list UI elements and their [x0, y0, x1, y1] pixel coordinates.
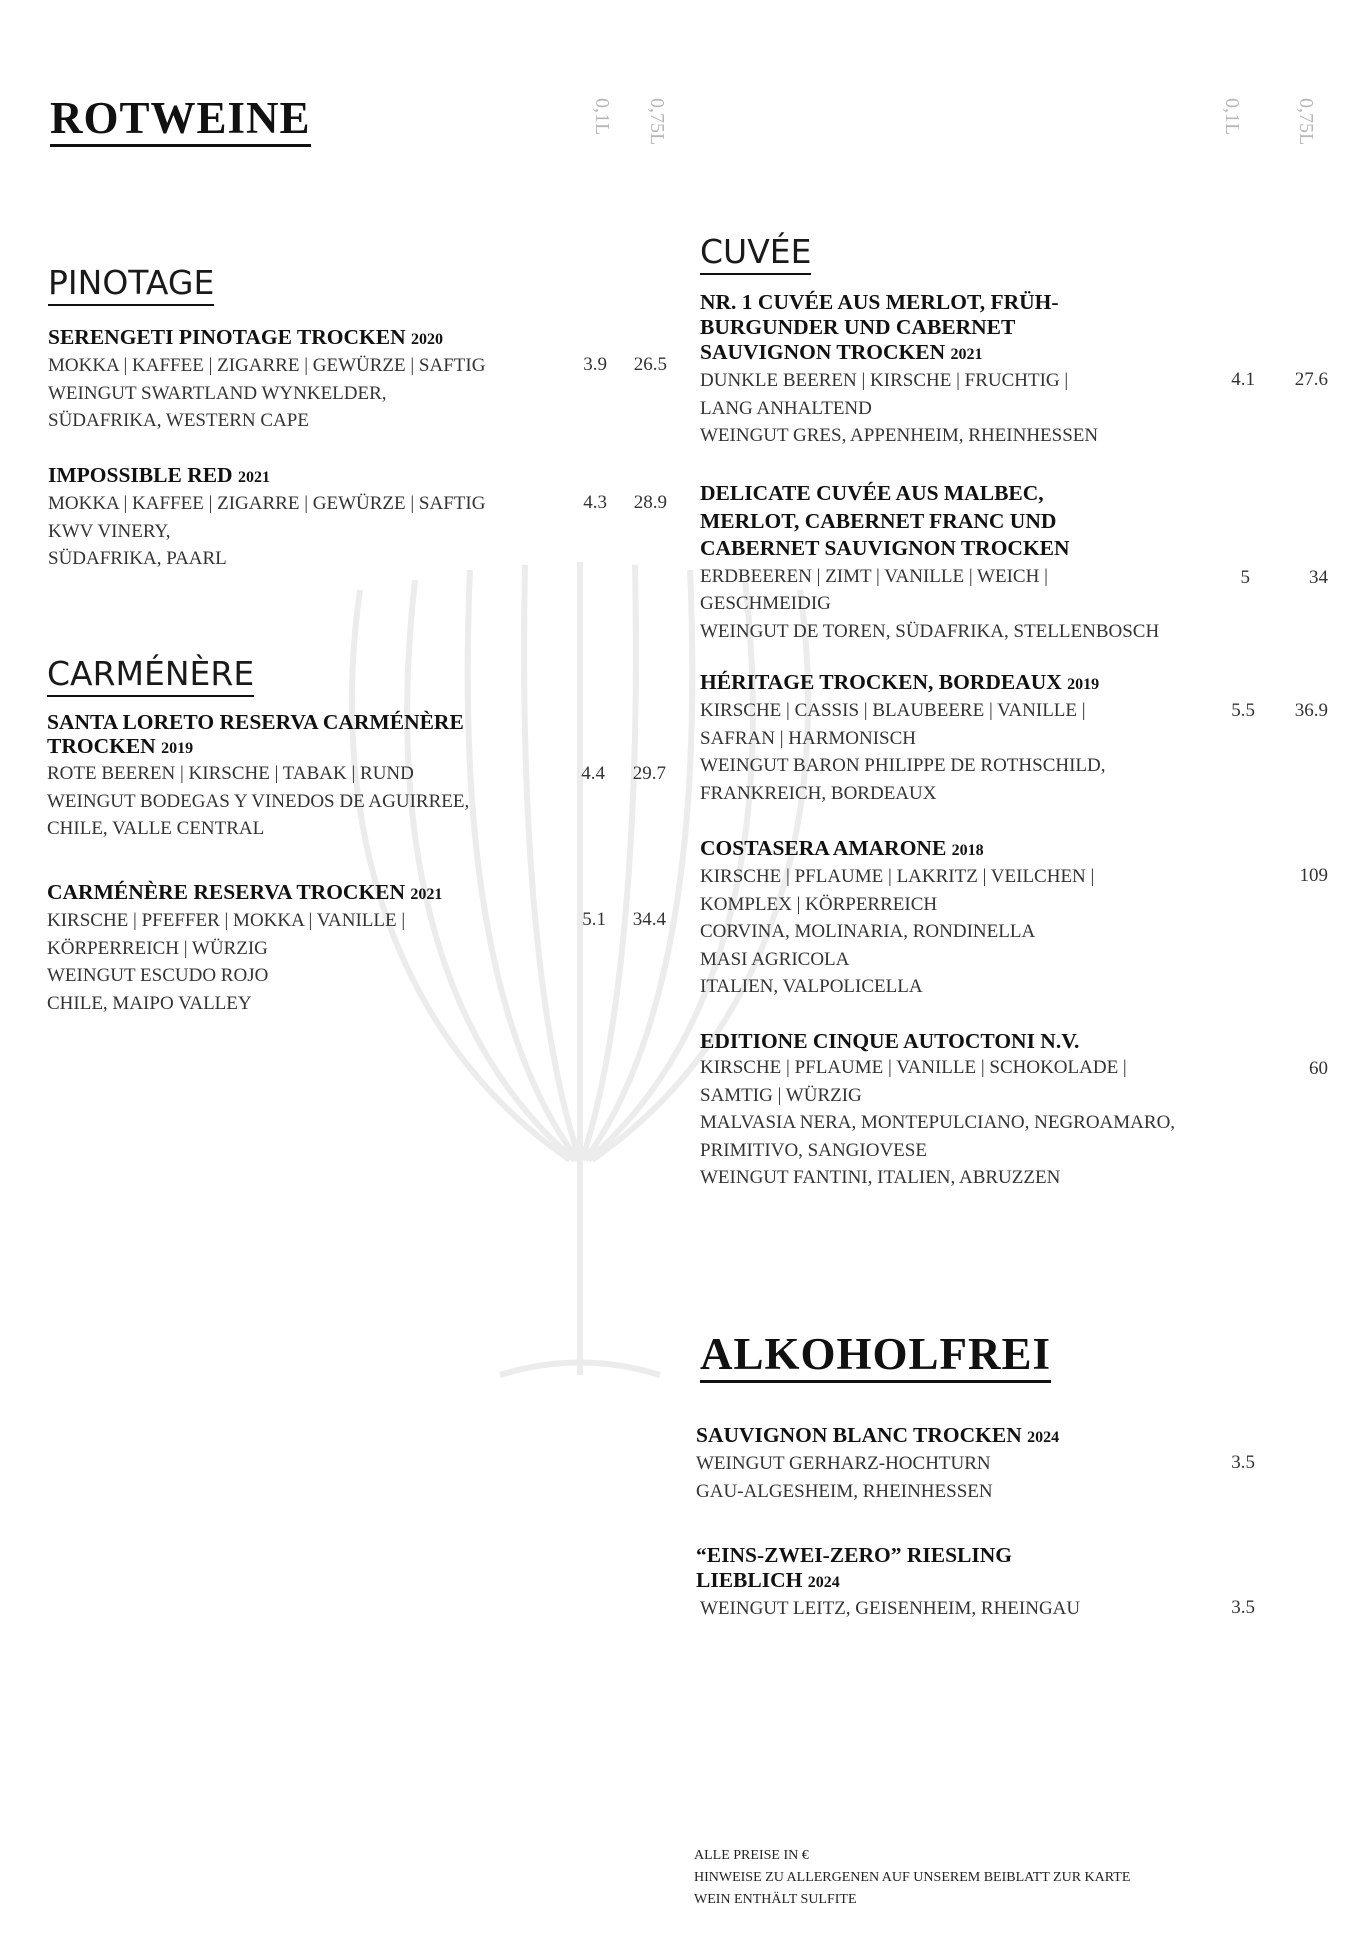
wine-item	[47, 880, 567, 1017]
price-small: 5.5	[1231, 700, 1255, 721]
wine-name: SAUVIGNON BLANC TROCKEN 2024	[696, 1423, 1060, 1447]
price-small: 4.4	[581, 763, 605, 784]
price-large: 28.9	[633, 492, 667, 513]
wine-producer: WEINGUT LEITZ, GEISENHEIM, RHEINGAU	[700, 1598, 1081, 1619]
wine-name: SERENGETI PINOTAGE TROCKEN 2020	[48, 325, 443, 349]
wine-name: CARMÉNÈRE RESERVA TROCKEN 2021	[47, 880, 443, 904]
wine-item	[700, 670, 1220, 807]
wine-item	[700, 290, 1140, 450]
wine-item	[48, 325, 568, 435]
wine-tasting-notes: KIRSCHE | PFLAUME | LAKRITZ | VEILCHEN |	[700, 866, 1095, 887]
wine-name: DELICATE CUVÉE AUS MALBEC, MERLOT, CABERNET FRANC UND CABERNET SAUVIGNON TROCKEN	[700, 481, 1070, 560]
wine-producer: WEINGUT FANTINI, ITALIEN, ABRUZZEN	[700, 1167, 1061, 1188]
price-large: 109	[1299, 865, 1328, 886]
wine-tasting-notes: DUNKLE BEEREN | KIRSCHE | FRUCHTIG |	[700, 370, 1069, 391]
wine-tasting-notes: MOKKA | KAFFEE | ZIGARRE | GEWÜRZE | SAFTIG	[48, 355, 486, 376]
wine-tasting-notes: KIRSCHE | PFLAUME | VANILLE | SCHOKOLADE |	[700, 1057, 1127, 1078]
price-small: 3.5	[1231, 1452, 1255, 1473]
wine-grapes: CORVINA, MOLINARIA, RONDINELLA	[700, 921, 1036, 942]
wine-name: EDITIONE CINQUE AUTOCTONI N.V.	[700, 1029, 1080, 1053]
wine-producer: KWV VINERY,	[48, 520, 171, 542]
wine-tasting-notes: KIRSCHE | CASSIS | BLAUBEERE | VANILLE |	[700, 700, 1086, 721]
wine-origin: FRANKREICH, BORDEAUX	[700, 782, 937, 804]
page-title-alkoholfrei: ALKOHOLFREI	[700, 1332, 1051, 1383]
section-title-cuvee: CUVÉE	[700, 235, 811, 275]
wine-year: 2018	[951, 842, 984, 859]
price-large: 34	[1309, 567, 1328, 588]
page-title-rotweine: ROTWEINE	[50, 96, 311, 147]
wine-item	[700, 1029, 1260, 1192]
section-title-pinotage: PINOTAGE	[48, 266, 214, 306]
wine-tasting-notes: ROTE BEEREN | KIRSCHE | TABAK | RUND	[47, 763, 414, 784]
wine-year: 2019	[161, 739, 194, 757]
wine-year: 2021	[410, 886, 443, 903]
wine-tasting-notes: KÖRPERREICH | WÜRZIG	[47, 937, 268, 959]
wine-tasting-notes: MOKKA | KAFFEE | ZIGARRE | GEWÜRZE | SAFTIG	[48, 493, 486, 514]
wine-item	[700, 480, 1160, 645]
wine-origin: CHILE, MAIPO VALLEY	[47, 992, 252, 1014]
wine-tasting-notes: SAMTIG | WÜRZIG	[700, 1084, 862, 1106]
wine-producer: WEINGUT GERHARZ-HOCHTURN	[696, 1453, 991, 1474]
footer-sulfite-note: WEIN ENTHÄLT SULFITE	[694, 1892, 857, 1907]
wine-origin: CHILE, VALLE CENTRAL	[47, 818, 265, 839]
wine-origin: ITALIEN, VALPOLICELLA	[700, 976, 923, 997]
wine-tasting-notes: LANG ANHALTEND	[700, 397, 872, 419]
wine-name: SANTA LORETO RESERVA CARMÉNÈRE TROCKEN 2019	[47, 710, 464, 758]
section-title-carmenere: CARMÉNÈRE	[47, 657, 254, 697]
wine-grapes: MALVASIA NERA, MONTEPULCIANO, NEGROAMARO,	[700, 1112, 1176, 1133]
wine-tasting-notes: SAFRAN | HARMONISCH	[700, 727, 917, 749]
wine-item	[696, 1543, 1096, 1623]
wine-name: COSTASERA AMARONE 2018	[700, 836, 984, 860]
wine-year: 2020	[411, 331, 443, 348]
wine-name: NR. 1 CUVÉE AUS MERLOT, FRÜH-BURGUNDER UND CABERNET SAUVIGNON TROCKEN 2021	[700, 290, 1059, 364]
wine-name: “EINS-ZWEI-ZERO” RIESLING LIEBLICH 2024	[696, 1543, 1013, 1592]
wine-name: HÉRITAGE TROCKEN, BORDEAUX 2019	[700, 670, 1100, 694]
wine-grapes: PRIMITIVO, SANGIOVESE	[700, 1139, 927, 1161]
price-large: 26.5	[633, 354, 667, 375]
wine-origin: GAU-ALGESHEIM, RHEINHESSEN	[696, 1480, 993, 1502]
wine-tasting-notes: KIRSCHE | PFEFFER | MOKKA | VANILLE |	[47, 910, 406, 931]
price-large: 60	[1309, 1058, 1328, 1079]
wine-year: 2021	[237, 469, 270, 486]
price-large: 34.4	[632, 909, 666, 930]
price-small: 4.1	[1231, 369, 1255, 390]
wine-origin: SÜDAFRIKA, PAARL	[48, 548, 227, 569]
wine-producer: WEINGUT BARON PHILIPPE DE ROTHSCHILD,	[700, 755, 1106, 776]
price-small: 5.1	[582, 909, 606, 930]
footer-currency-note: ALLE PREISE IN €	[694, 1848, 809, 1863]
volume-header-small-right: 0,1L	[1221, 98, 1243, 136]
price-large: 36.9	[1294, 700, 1328, 721]
price-large: 29.7	[632, 763, 666, 784]
wine-tasting-notes: KOMPLEX | KÖRPERREICH	[700, 893, 938, 915]
wine-tasting-notes: GESCHMEIDIG	[700, 593, 831, 614]
wine-tasting-notes: ERDBEEREN | ZIMT | VANILLE | WEICH |	[700, 565, 1048, 587]
price-small: 3.5	[1231, 1597, 1255, 1618]
wine-producer: WEINGUT BODEGAS Y VINEDOS DE AGUIRREE,	[47, 790, 470, 812]
wine-item	[696, 1423, 1156, 1505]
wine-producer: MASI AGRICOLA	[700, 948, 850, 970]
wine-item	[48, 463, 568, 573]
wine-year: 2024	[807, 1574, 840, 1591]
volume-header-large-left: 0,75L	[646, 98, 668, 146]
price-small: 3.9	[583, 354, 607, 375]
wine-item	[700, 836, 1220, 1001]
price-small: 5	[1240, 567, 1250, 588]
footer-notes	[694, 1845, 1130, 1911]
wine-item	[47, 711, 547, 843]
price-large: 27.6	[1294, 369, 1328, 390]
wine-origin: SÜDAFRIKA, WESTERN CAPE	[48, 410, 309, 431]
wine-producer: WEINGUT SWARTLAND WYNKELDER,	[48, 382, 387, 404]
volume-header-large-right: 0,75L	[1295, 98, 1317, 146]
wine-year: 2021	[950, 346, 983, 363]
footer-allergen-note: HINWEISE ZU ALLERGENEN AUF UNSEREM BEIBLATT ZUR KARTE	[694, 1870, 1131, 1885]
wine-producer: WEINGUT DE TOREN, SÜDAFRIKA, STELLENBOSCH	[700, 620, 1160, 642]
wine-year: 2019	[1067, 676, 1100, 693]
price-small: 4.3	[583, 492, 607, 513]
wine-year: 2024	[1027, 1429, 1060, 1446]
wine-producer: WEINGUT ESCUDO ROJO	[47, 965, 269, 986]
wine-name: IMPOSSIBLE RED 2021	[48, 463, 270, 487]
wine-producer: WEINGUT GRES, APPENHEIM, RHEINHESSEN	[700, 425, 1099, 446]
volume-header-small-left: 0,1L	[591, 98, 613, 136]
